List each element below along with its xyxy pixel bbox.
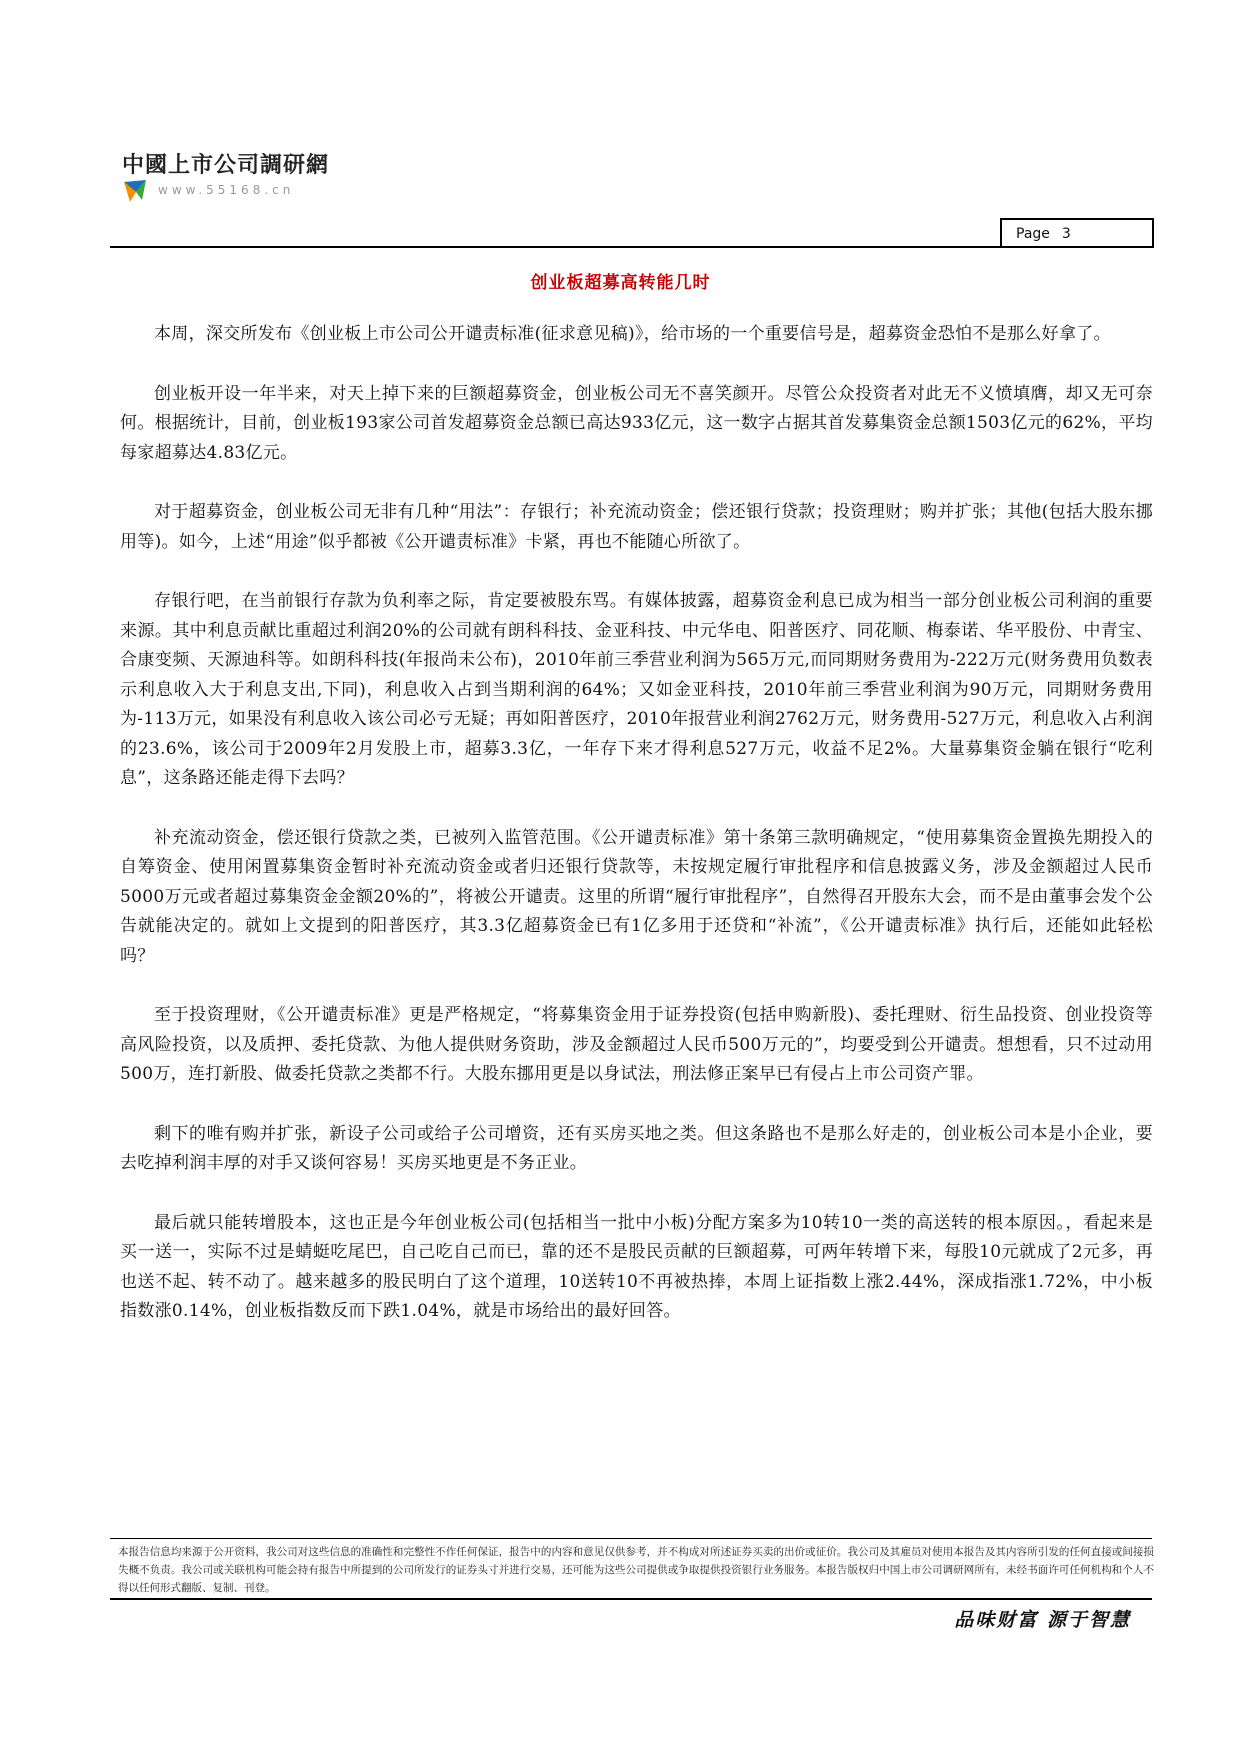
disclaimer-text: 本报告信息均来源于公开资料，我公司对这些信息的准确性和完整性不作任何保证，报告中的内容和意见仅供参考，并不构成对所述证券买卖的出价或征价。我公司及其雇员对使用本报告及其内容所引发的任何直接或间接损失概不负责。我公司或关联机构可能会持有报告中所提到的公司所发行的证券头寸并进行交易，还可能为这些公司提供或争取提供投资银行业务服务。本报告版权归中国上市公司调研网所有，未经书面许可任何机构和个人不得以任何形式翻版、复制、刊登。: [118, 1546, 1154, 1594]
logo-url: www.55168.cn: [158, 183, 295, 197]
site-logo[interactable]: [122, 148, 362, 208]
article-paragraph: 创业板开设一年半来，对天上掉下来的巨额超募资金，创业板公司无不喜笑颜开。尽管公众投资者对此无不义愤填膺，却又无可奈何。根据统计，目前，创业板193家公司首发超募资金总额已高达933亿元，这一数字占据其首发募集资金总额1503亿元的62%，平均每家超募达4.83亿元。: [120, 383, 1153, 463]
article-paragraph: 剩下的唯有购并扩张，新设子公司或给子公司增资，还有买房买地之类。但这条路也不是那么好走的，创业板公司本是小企业，要去吃掉利润丰厚的对手又谈何容易！买房买地更是不务正业。: [120, 1123, 1153, 1173]
footer-divider-top: [110, 1538, 1152, 1539]
article-paragraph: 对于超募资金，创业板公司无非有几种“用法”：存银行；补充流动资金；偿还银行贷款；投资理财；购并扩张；其他(包括大股东挪用等)。如今，上述“用途”似乎都被《公开谴责标准》卡紧，再也不能随心所欲了。: [120, 502, 1153, 552]
article-paragraph: 本周，深交所发布《创业板上市公司公开谴责标准(征求意见稿)》，给市场的一个重要信号是，超募资金恐怕不是那么好拿了。: [154, 324, 1111, 344]
page-indicator: [1000, 218, 1154, 248]
footer-slogan: 品味财富 源于智慧: [954, 1609, 1131, 1631]
article-title: 创业板超募高转能几时: [530, 273, 711, 293]
article-paragraph: 补充流动资金，偿还银行贷款之类，已被列入监管范围。《公开谴责标准》第十条第三款明确规定，“使用募集资金置换先期投入的自筹资金、使用闲置募集资金暂时补充流动资金或者归还银行贷款等，未按规定履行审批程序和信息披露义务，涉及金额超过人民币5000万元或者超过募集资金金额20%的”，将被公开谴责。这里的所谓“履行审批程序”，自然得召开股东大会，而不是由董事会发个公告就能决定的。就如上文提到的阳普医疗，其3.3亿超募资金已有1亿多用于还贷和“补流”，《公开谴责标准》执行后，还能如此轻松吗？: [120, 827, 1153, 966]
article-paragraph: 最后就只能转增股本，这也正是今年创业板公司(包括相当一批中小板)分配方案多为10转10一类的高送转的根本原因。，看起来是买一送一，实际不过是蜻蜓吃尾巴，自己吃自己而已，靠的还不是股民贡献的巨额超募，可两年转增下来，每股10元就成了2元多，再也送不起、转不动了。越来越多的股民明白了这个道理，10送转10不再被热捧，本周上证指数上涨2.44%，深成指涨1.72%，中小板指数涨0.14%，创业板指数反而下跌1.04%，就是市场给出的最好回答。: [120, 1212, 1153, 1321]
page-label: Page: [1016, 226, 1050, 242]
article-paragraph: 至于投资理财，《公开谴责标准》更是严格规定，“将募集资金用于证券投资(包括申购新股)、委托理财、衍生品投资、创业投资等高风险投资，以及质押、委托贷款、为他人提供财务资助，涉及金额超过人民币500万元的”，均要受到公开谴责。想想看，只不过动用500万，连打新股、做委托贷款之类都不行。大股东挪用更是以身试法，刑法修正案早已有侵占上市公司资产罪。: [120, 1005, 1153, 1084]
header-divider: [110, 246, 1152, 248]
logo-text: 中國上市公司調研網: [122, 153, 330, 178]
footer-divider-bottom: [110, 1598, 1152, 1600]
page-number: 3: [1061, 226, 1071, 242]
article-body: [120, 320, 1153, 1357]
logo-mark-icon: [122, 178, 148, 204]
article-paragraph: 存银行吧，在当前银行存款为负利率之际，肯定要被股东骂。有媒体披露，超募资金利息已成为相当一部分创业板公司利润的重要来源。其中利息贡献比重超过利润20%的公司就有朗科科技、金亚科技、中元华电、阳普医疗、同花顺、梅泰诺、华平股份、中青宝、合康变频、天源迪科等。如朗科科技(年报尚未公布)，2010年前三季营业利润为565万元,而同期财务费用为-222万元(财务费用负数表示利息收入大于利息支出,下同)，利息收入占到当期利润的64%；又如金亚科技，2010年前三季营业利润为90万元，同期财务费用为-113万元，如果没有利息收入该公司必亏无疑；再如阳普医疗，2010年报营业利润2762万元，财务费用-527万元，利息收入占利润的23.6%，该公司于2009年2月发股上市，超募3.3亿，一年存下来才得利息527万元，收益不足2%。大量募集资金躺在银行“吃利息”，这条路还能走得下去吗？: [120, 591, 1153, 788]
